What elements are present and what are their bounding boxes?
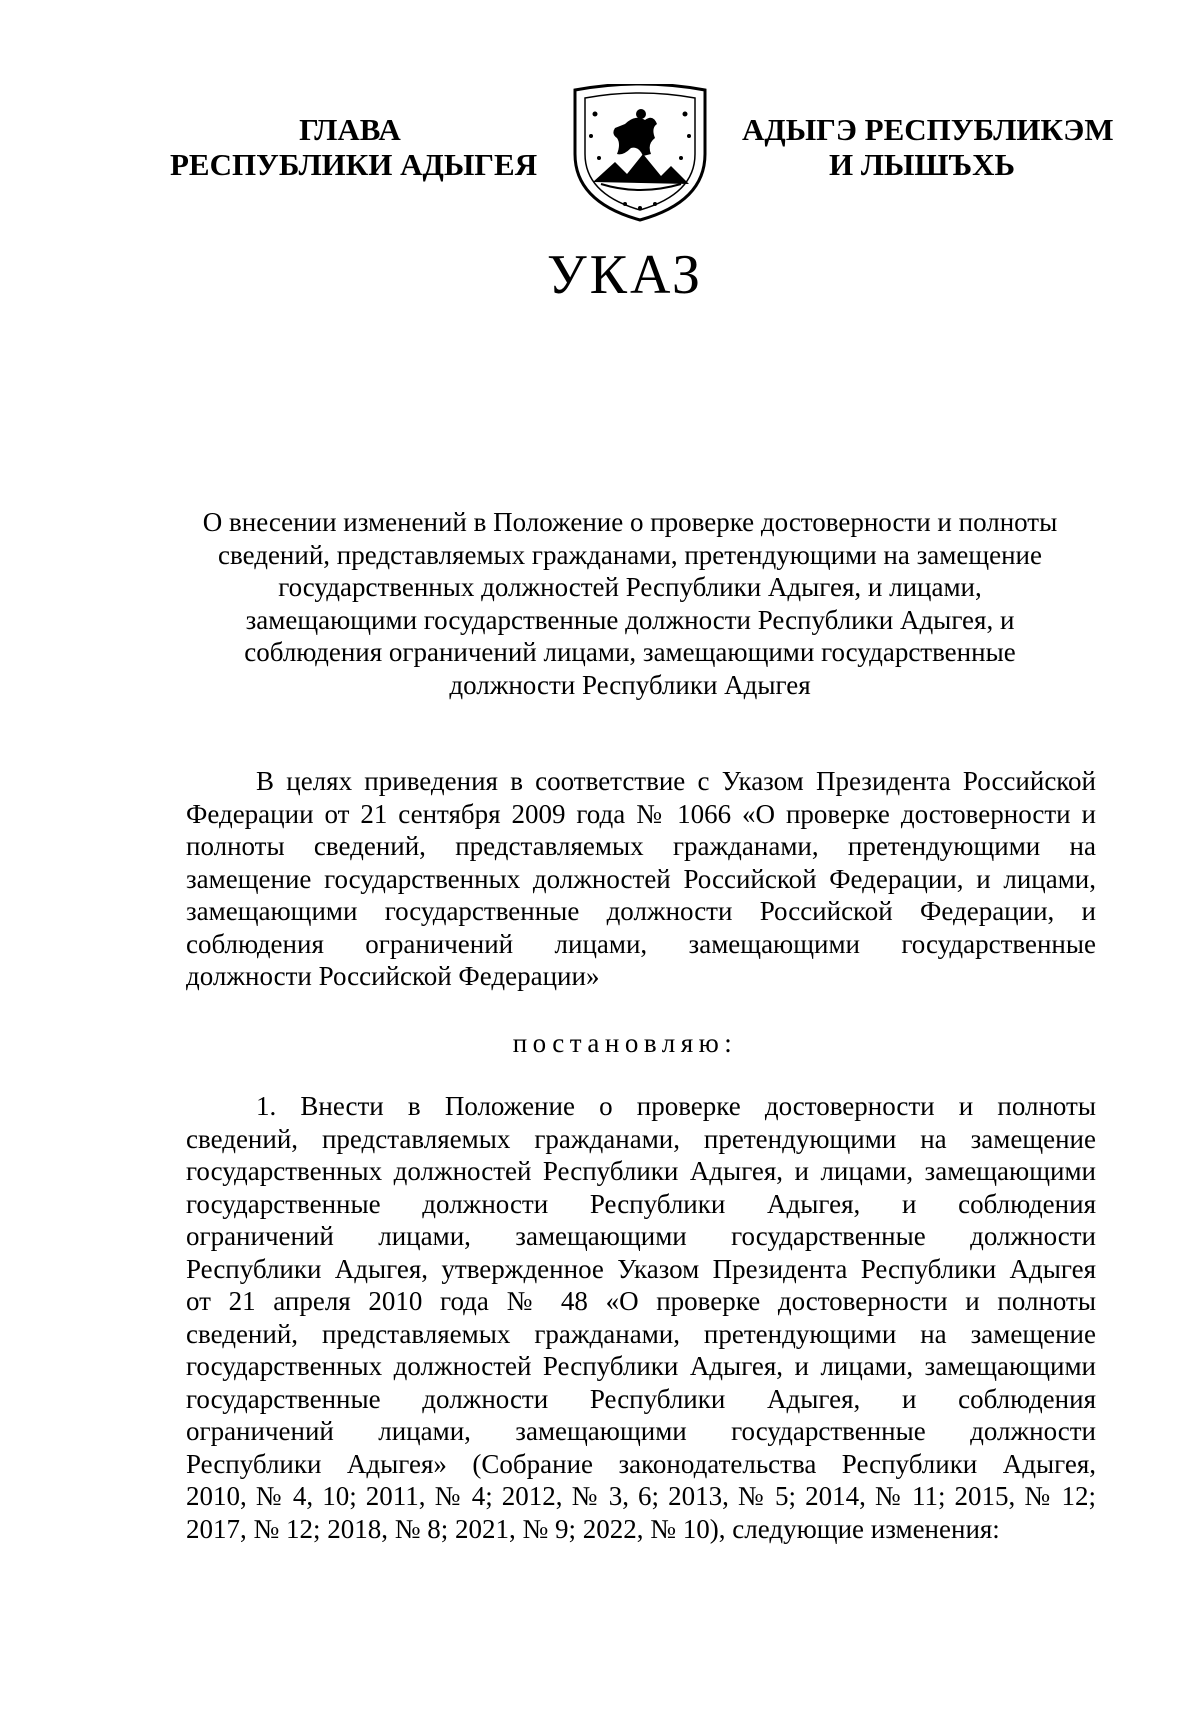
- subject-line: сведений, представляемых гражданами, претендующими на замещение: [218, 539, 1042, 570]
- issuer-adyghe-line-1: АДЫГЭ РЕСПУБЛИКЭМ: [742, 112, 1114, 147]
- issuer-line-1: ГЛАВА: [299, 112, 401, 147]
- item-1-line: 2017, № 12; 2018, № 8; 2021, № 9; 2022, № 10), следующие изменения:: [186, 1513, 1000, 1544]
- item-1-line: 2010, № 4, 10; 2011, № 4; 2012, № 3, 6; 2013, № 5; 2014, № 11; 2015, № 12;: [186, 1481, 1096, 1511]
- preamble-line: Федерации от 21 сентября 2009 года № 1066 «О проверке достоверности и: [186, 798, 1096, 829]
- document-subject: [180, 506, 1080, 701]
- item-1-line: Республики Адыгея, утвержденное Указом Президента Республики Адыгея: [186, 1253, 1096, 1284]
- decree-word: постановляю:: [512, 1028, 738, 1058]
- subject-line: государственных должностей Республики Адыгея, и лицами,: [278, 572, 982, 602]
- preamble-paragraph: [186, 765, 1096, 993]
- subject-line: О внесении изменений в Положение о проверке достоверности и полноты: [202, 507, 1058, 537]
- item-1-line: Республики Адыгея» (Собрание законодательства Республики Адыгея,: [186, 1448, 1096, 1479]
- preamble-line: полноты сведений, представляемых гражданами, претендующими на: [186, 831, 1096, 861]
- document-header: [0, 84, 1200, 224]
- subject-line: соблюдения ограничений лицами, замещающими государственные: [244, 637, 1016, 667]
- republic-of-adygea-coat-of-arms-icon: [565, 84, 715, 224]
- item-1-paragraph: [186, 1090, 1096, 1545]
- item-1-line: государственные должности Республики Адыгея, и соблюдения: [186, 1188, 1096, 1219]
- preamble-line: замещение государственных должностей Российской Федерации, и лицами,: [186, 863, 1096, 894]
- preamble-line: В целях приведения в соответствие с Указом Президента Российской: [256, 766, 1096, 796]
- item-1-line: от 21 апреля 2010 года № 48 «О проверке достоверности и полноты: [186, 1286, 1096, 1316]
- subject-line: должности Республики Адыгея: [449, 669, 811, 700]
- item-1-line: 1. Внести в Положение о проверке достоверности и полноты: [256, 1091, 1096, 1121]
- preamble-line: соблюдения ограничений лицами, замещающими государственные: [186, 928, 1096, 959]
- item-1-line: ограничений лицами, замещающими государственные должности: [186, 1416, 1096, 1446]
- item-1-line: ограничений лицами, замещающими государственные должности: [186, 1221, 1096, 1251]
- issuer-line-2: РЕСПУБЛИКИ АДЫГЕЯ: [170, 147, 538, 182]
- document-title: УКАЗ: [546, 244, 704, 306]
- issuer-name-adyghe: [742, 112, 1114, 182]
- item-1-line: государственных должностей Республики Адыгея, и лицами, замещающими: [186, 1351, 1096, 1381]
- subject-line: замещающими государственные должности Республики Адыгея, и: [245, 604, 1015, 635]
- preamble-line: должности Российской Федерации»: [186, 961, 600, 991]
- item-1-line: государственных должностей Республики Адыгея, и лицами, замещающими: [186, 1156, 1096, 1186]
- preamble-line: замещающими государственные должности Российской Федерации, и: [186, 896, 1096, 926]
- issuer-name-russian: [170, 112, 538, 182]
- issuer-adyghe-line-2: И ЛЫШЪХЬ: [828, 147, 1016, 182]
- item-1-line: государственные должности Республики Адыгея, и соблюдения: [186, 1383, 1096, 1414]
- item-1-line: сведений, представляемых гражданами, претендующими на замещение: [186, 1318, 1096, 1349]
- item-1-line: сведений, представляемых гражданами, претендующими на замещение: [186, 1123, 1096, 1154]
